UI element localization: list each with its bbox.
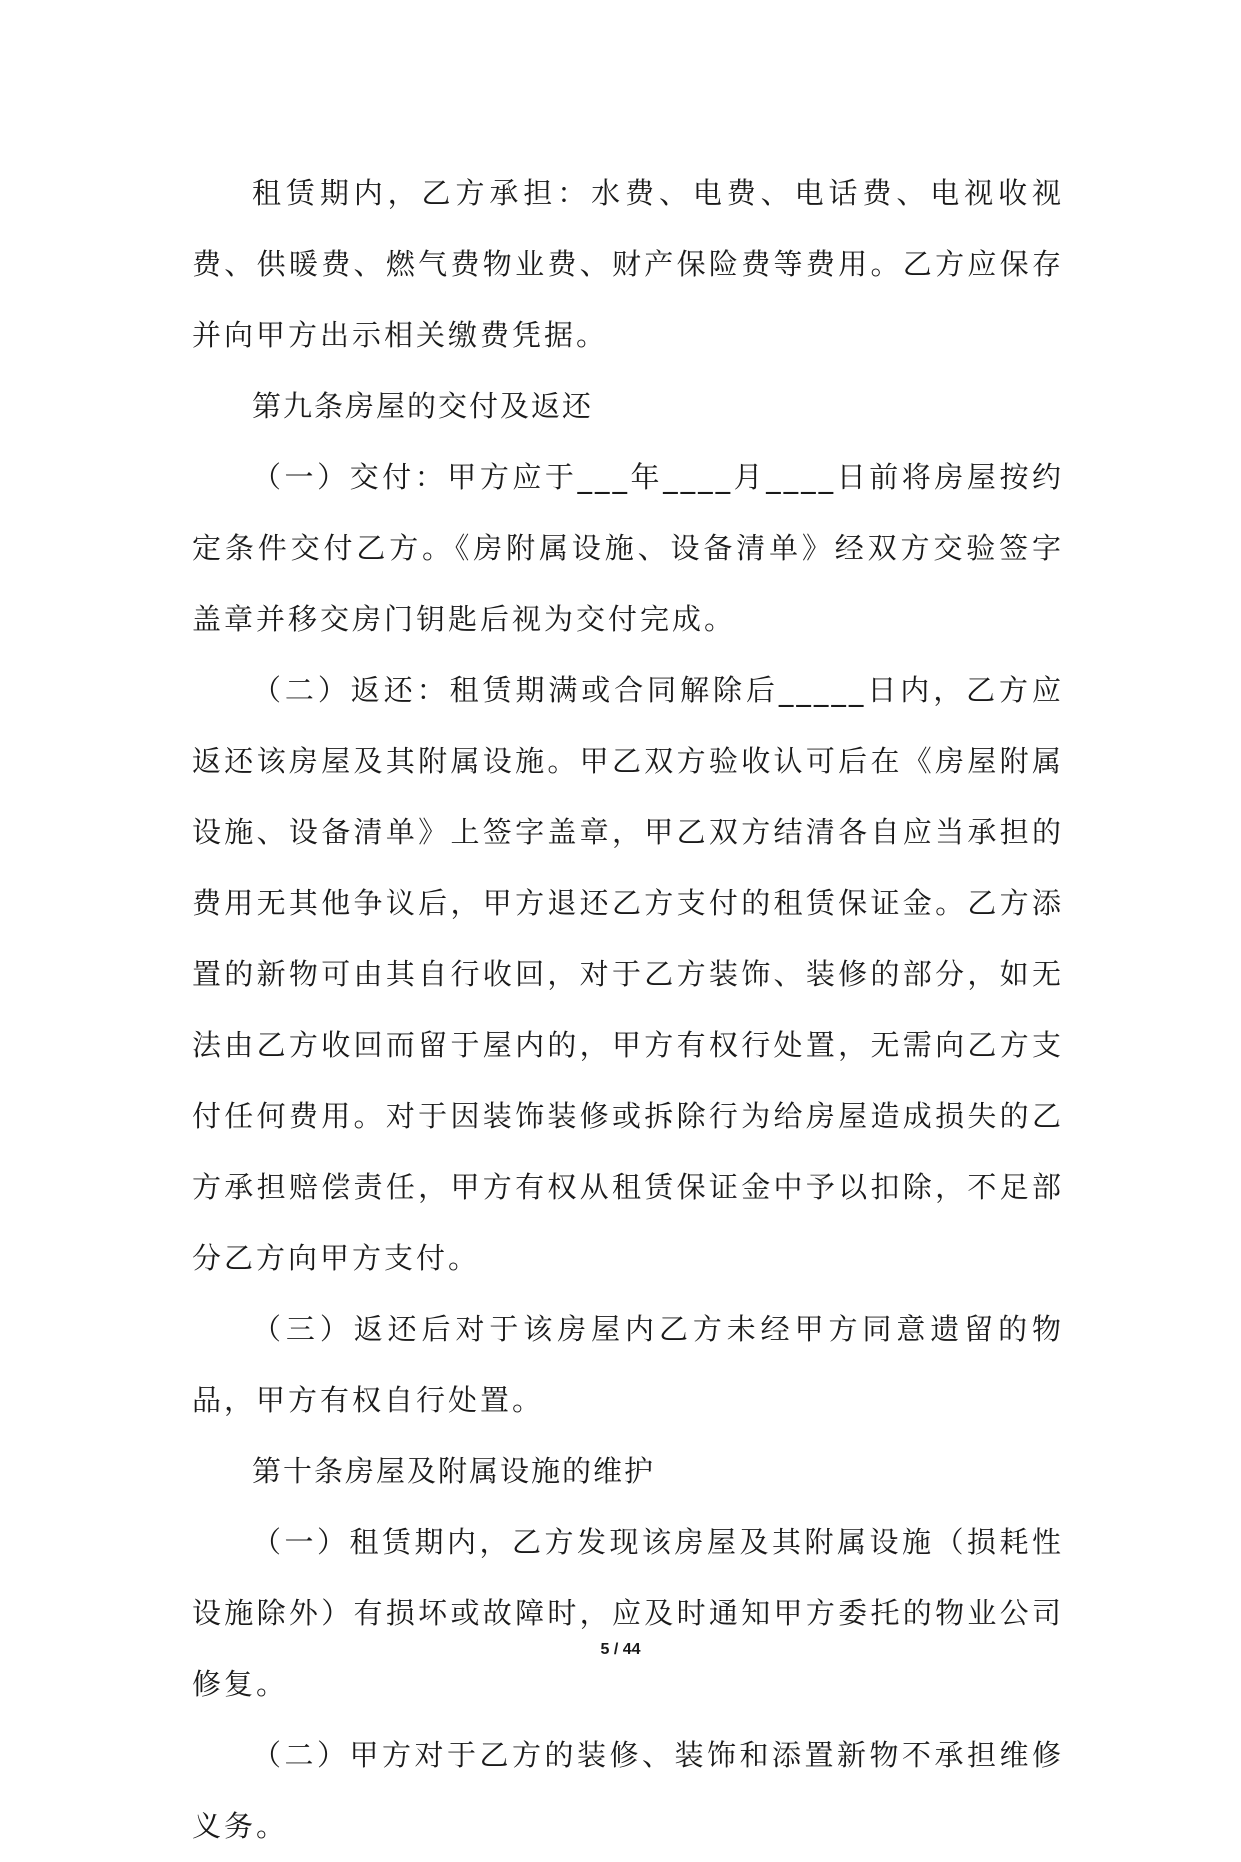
paragraph-utility-fees: 租赁期内，乙方承担：水费、电费、电话费、电视收视费、供暖费、燃气费物业费、财产保险费等费用。乙方应保存并向甲方出示相关缴费凭据。 — [192, 176, 1064, 352]
document-body — [192, 158, 1064, 1862]
paragraph-repair-notice: （一）租赁期内，乙方发现该房屋及其附属设施（损耗性设施除外）有损坏或故障时，应及时通知甲方委托的物业公司修复。 — [192, 1525, 1064, 1701]
paragraph-leftover-items: （三）返还后对于该房屋内乙方未经甲方同意遗留的物品，甲方有权自行处置。 — [192, 1312, 1064, 1417]
paragraph-delivery: （一）交付：甲方应于___年____月____日前将房屋按约定条件交付乙方。《房附属设施、设备清单》经双方交验签字盖章并移交房门钥匙后视为交付完成。 — [192, 460, 1064, 636]
heading-article-9: 第九条房屋的交付及返还 — [252, 389, 594, 423]
paragraph-no-repair-duty: （二）甲方对于乙方的装修、装饰和添置新物不承担维修义务。 — [192, 1738, 1064, 1843]
paragraph-return: （二）返还：租赁期满或合同解除后_____日内，乙方应返还该房屋及其附属设施。甲乙双方验收认可后在《房屋附属设施、设备清单》上签字盖章，甲乙双方结清各自应当承担的费用无其他争议后，甲方退还乙方支付的租赁保证金。乙方添置的新物可由其自行收回，对于乙方装饰、装修的部分，如无法由乙方收回而留于屋内的，甲方有权行处置，无需向乙方支付任何费用。对于因装饰装修或拆除行为给房屋造成损失的乙方承担赔偿责任，甲方有权从租赁保证金中予以扣除，不足部分乙方向甲方支付。 — [192, 673, 1064, 1275]
heading-article-10: 第十条房屋及附属设施的维护 — [252, 1454, 656, 1488]
page-number: 5 / 44 — [600, 1641, 641, 1658]
